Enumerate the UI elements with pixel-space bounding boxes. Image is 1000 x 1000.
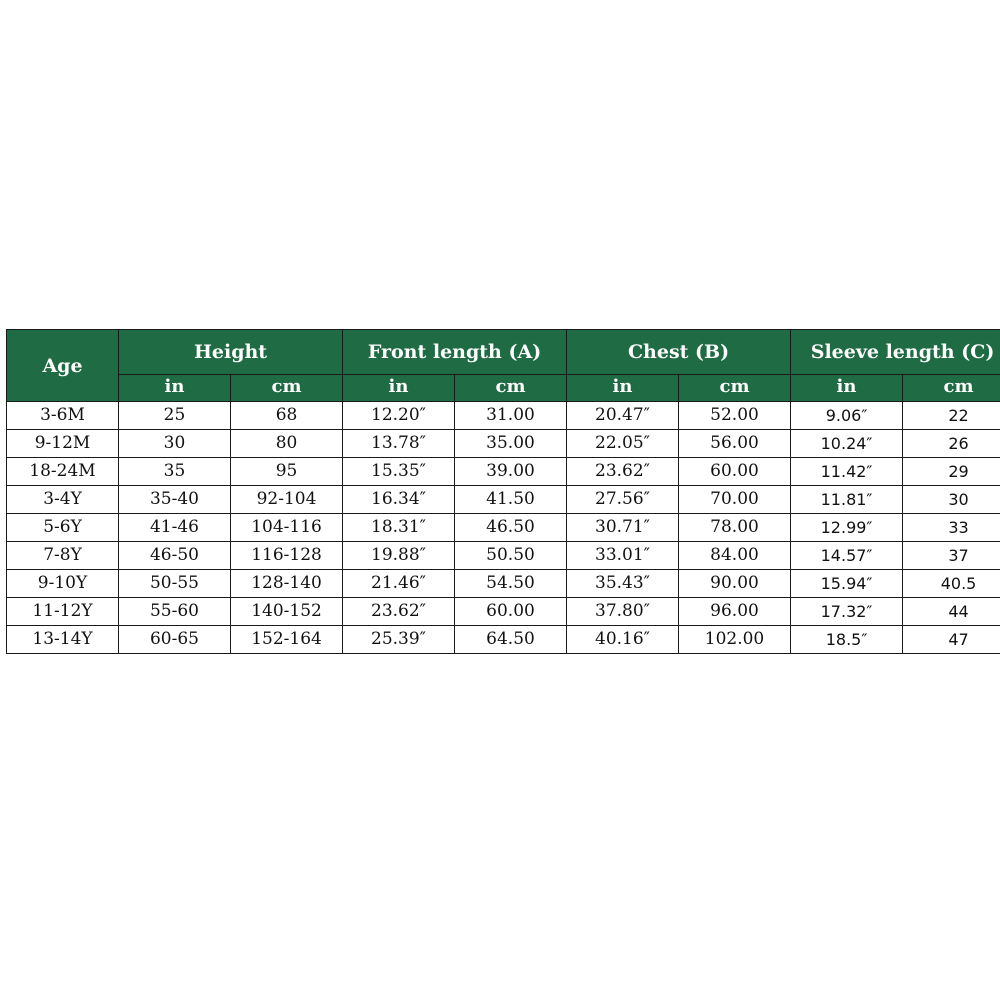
height-in-cell: 46-50 [119,542,231,570]
age-cell: 5-6Y [7,514,119,542]
table-row [7,486,1000,514]
table-row [7,598,1000,626]
chest-in-cell: 33.01″ [567,542,679,570]
front-length-cm-cell: 31.00 [455,402,567,430]
chest-in-cell: 22.05″ [567,430,679,458]
age-cell: 9-10Y [7,570,119,598]
front-length-cm-cell: 46.50 [455,514,567,542]
chest-cm-cell: 60.00 [679,458,791,486]
front-length-cm-cell: 39.00 [455,458,567,486]
age-cell: 3-4Y [7,486,119,514]
front-length-in-cell: 18.31″ [343,514,455,542]
sleeve-length-in-cell: 14.57″ [791,542,903,570]
sleeve-length-cm-cell: 47 [903,626,1000,654]
front-length-in-cell: 16.34″ [343,486,455,514]
table-row [7,430,1000,458]
sleeve-length-cm-cell: 26 [903,430,1000,458]
chest-in-cell: 40.16″ [567,626,679,654]
sleeve-length-in-cell: 12.99″ [791,514,903,542]
height-in-cell: 35 [119,458,231,486]
front-length-in-cell: 21.46″ [343,570,455,598]
front-length-group-header: Front length (A) [343,330,567,375]
height-cm-cell: 116-128 [231,542,343,570]
chest-in-cell: 20.47″ [567,402,679,430]
height-cm-cell: 128-140 [231,570,343,598]
table-body [7,402,1000,654]
height-cm-cell: 80 [231,430,343,458]
height-in-cell: 35-40 [119,486,231,514]
header-group-row [7,330,1000,375]
chest-in-cell: 27.56″ [567,486,679,514]
chest-cm-cell: 56.00 [679,430,791,458]
front-length-cm-cell: 41.50 [455,486,567,514]
height-in-cell: 30 [119,430,231,458]
height-cm-cell: 95 [231,458,343,486]
age-cell: 9-12M [7,430,119,458]
header-unit-row [7,375,1000,402]
front-length-in-cell: 23.62″ [343,598,455,626]
chest-in-cell: 23.62″ [567,458,679,486]
front-length-cm-cell: 64.50 [455,626,567,654]
height-cm-cell: 104-116 [231,514,343,542]
front-length-in-cell: 25.39″ [343,626,455,654]
age-column-header: Age [7,330,119,402]
height-in-cell: 50-55 [119,570,231,598]
table-row [7,626,1000,654]
sleeve-length-in-cell: 17.32″ [791,598,903,626]
height-in-cell: 41-46 [119,514,231,542]
front-length-in-header: in [343,375,455,402]
front-length-cm-cell: 54.50 [455,570,567,598]
age-cell: 3-6M [7,402,119,430]
height-cm-cell: 152-164 [231,626,343,654]
sleeve-length-cm-header: cm [903,375,1000,402]
table-row [7,542,1000,570]
table-row [7,402,1000,430]
chest-cm-cell: 102.00 [679,626,791,654]
sleeve-length-cm-cell: 22 [903,402,1000,430]
sleeve-length-in-cell: 11.81″ [791,486,903,514]
chest-in-cell: 30.71″ [567,514,679,542]
height-in-cell: 25 [119,402,231,430]
chest-in-cell: 35.43″ [567,570,679,598]
table-row [7,570,1000,598]
sleeve-length-in-cell: 15.94″ [791,570,903,598]
sleeve-length-cm-cell: 30 [903,486,1000,514]
table-row [7,514,1000,542]
height-cm-header: cm [231,375,343,402]
age-cell: 7-8Y [7,542,119,570]
front-length-cm-cell: 35.00 [455,430,567,458]
chest-group-header: Chest (B) [567,330,791,375]
sleeve-length-group-header: Sleeve length (C) [791,330,1000,375]
height-cm-cell: 92-104 [231,486,343,514]
age-cell: 11-12Y [7,598,119,626]
chest-cm-cell: 84.00 [679,542,791,570]
height-in-cell: 55-60 [119,598,231,626]
height-in-cell: 60-65 [119,626,231,654]
chest-cm-cell: 78.00 [679,514,791,542]
sleeve-length-in-cell: 18.5″ [791,626,903,654]
front-length-cm-cell: 50.50 [455,542,567,570]
front-length-in-cell: 12.20″ [343,402,455,430]
height-in-header: in [119,375,231,402]
chest-cm-header: cm [679,375,791,402]
chest-cm-cell: 90.00 [679,570,791,598]
age-cell: 18-24M [7,458,119,486]
sleeve-length-cm-cell: 33 [903,514,1000,542]
front-length-in-cell: 13.78″ [343,430,455,458]
table-row [7,458,1000,486]
front-length-in-cell: 15.35″ [343,458,455,486]
front-length-in-cell: 19.88″ [343,542,455,570]
sleeve-length-in-cell: 11.42″ [791,458,903,486]
height-cm-cell: 140-152 [231,598,343,626]
sleeve-length-cm-cell: 37 [903,542,1000,570]
sleeve-length-in-cell: 10.24″ [791,430,903,458]
height-group-header: Height [119,330,343,375]
height-cm-cell: 68 [231,402,343,430]
front-length-cm-header: cm [455,375,567,402]
sleeve-length-in-header: in [791,375,903,402]
chest-cm-cell: 70.00 [679,486,791,514]
size-chart-table [6,329,1000,654]
chest-cm-cell: 52.00 [679,402,791,430]
age-cell: 13-14Y [7,626,119,654]
chest-in-header: in [567,375,679,402]
front-length-cm-cell: 60.00 [455,598,567,626]
chest-in-cell: 37.80″ [567,598,679,626]
sleeve-length-cm-cell: 44 [903,598,1000,626]
sleeve-length-cm-cell: 29 [903,458,1000,486]
sleeve-length-cm-cell: 40.5 [903,570,1000,598]
sleeve-length-in-cell: 9.06″ [791,402,903,430]
chest-cm-cell: 96.00 [679,598,791,626]
